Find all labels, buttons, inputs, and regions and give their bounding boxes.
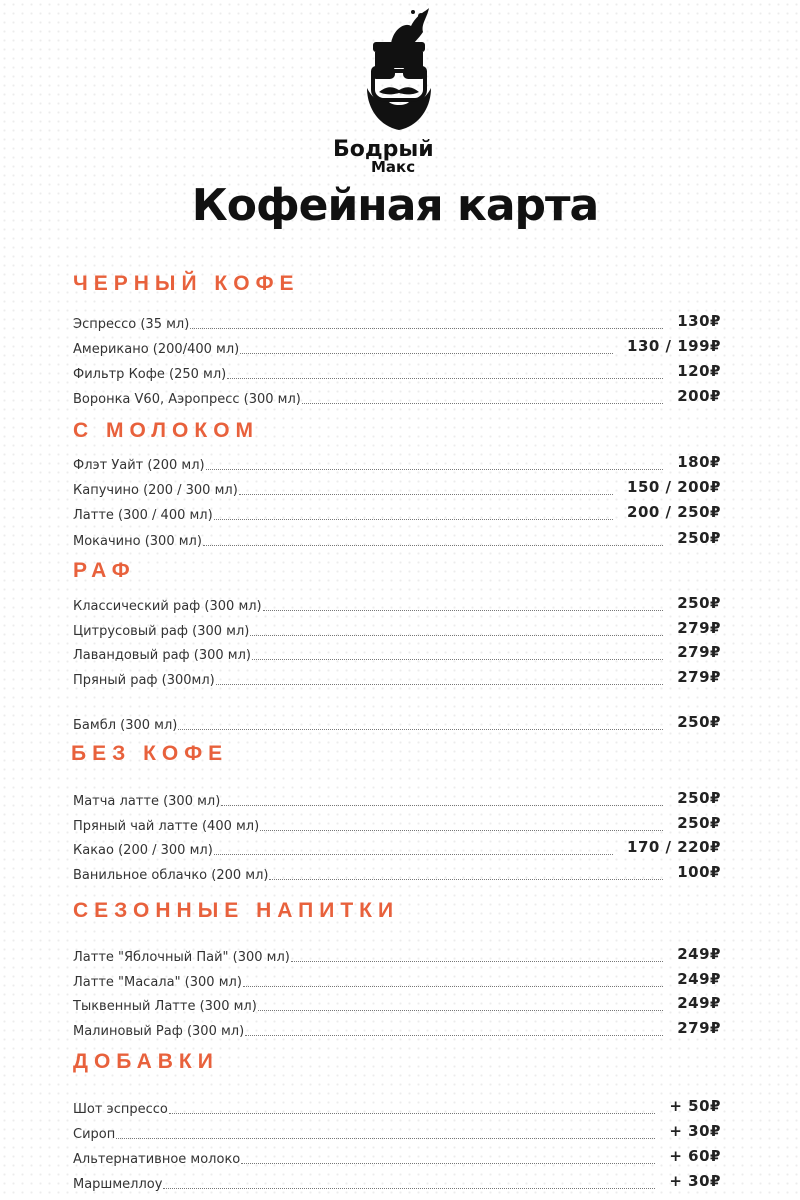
menu-item [73,312,721,332]
leader-dots [241,1163,655,1164]
item-price: 279₽ [677,1019,721,1037]
menu-item [73,994,721,1014]
item-name: Мокачино (300 мл) [73,534,202,549]
leader-dots [302,403,663,404]
menu-item [73,838,721,858]
leader-dots [178,729,663,730]
leader-dots [206,469,663,470]
item-name: Лавандовый раф (300 мл) [73,648,251,663]
leader-dots [245,1035,663,1036]
menu-item [73,594,721,614]
menu-item [73,387,721,407]
item-name: Флэт Уайт (200 мл) [73,458,205,473]
item-price: 249₽ [677,994,721,1012]
item-price: 120₽ [677,362,721,380]
leader-dots [221,805,663,806]
item-name: Ванильное облачко (200 мл) [73,868,269,883]
item-name: Латте "Яблочный Пай" (300 мл) [73,950,290,965]
menu-item [73,503,721,523]
item-name: Маршмеллоу [73,1177,163,1192]
item-name: Сироп [73,1127,116,1142]
brand-name-line2: Макс [371,158,416,174]
item-price: 180₽ [677,453,721,471]
leader-dots [243,986,663,987]
section-heading: С МОЛОКОМ [73,419,260,442]
menu-item [73,1172,721,1192]
menu-item [73,668,721,688]
leader-dots [169,1113,655,1114]
leader-dots [240,353,613,354]
menu-item [73,478,721,498]
item-price: + 30₽ [669,1172,721,1190]
item-name: Эспрессо (35 мл) [73,317,190,332]
menu-item [73,529,721,549]
item-price: 249₽ [677,970,721,988]
leader-dots [260,830,663,831]
page-title: Кофейная карта [191,180,599,231]
menu-item [73,713,721,733]
menu-item [73,362,721,382]
item-price: 250₽ [677,814,721,832]
leader-dots [250,635,663,636]
leader-dots [227,378,663,379]
item-price: 150 / 200₽ [627,478,721,496]
leader-dots [252,659,663,660]
item-name: Пряный чай латте (400 мл) [73,819,260,834]
item-name: Латте (300 / 400 мл) [73,508,213,523]
item-name: Воронка V60, Аэропресс (300 мл) [73,392,301,407]
leader-dots [214,854,613,855]
menu-item [73,970,721,990]
brand-logo [333,4,463,174]
menu-item [73,1097,721,1117]
leader-dots [258,1010,663,1011]
item-name: Какао (200 / 300 мл) [73,843,213,858]
item-price: 130₽ [677,312,721,330]
item-name: Шот эспрессо [73,1102,168,1117]
leader-dots [263,610,663,611]
section-heading: РАФ [73,559,136,582]
item-price: + 60₽ [669,1147,721,1165]
item-price: 279₽ [677,643,721,661]
leader-dots [214,519,613,520]
item-name: Альтернативное молоко [73,1152,241,1167]
item-name: Фильтр Кофе (250 мл) [73,367,227,382]
item-price: 130 / 199₽ [627,337,721,355]
section-heading: БЕЗ КОФЕ [71,742,229,765]
item-name: Бамбл (300 мл) [73,718,178,733]
item-price: 250₽ [677,529,721,547]
item-name: Матча латте (300 мл) [73,794,221,809]
menu-item [73,1019,721,1039]
menu-item [73,814,721,834]
menu-item [73,453,721,473]
menu-item [73,945,721,965]
item-price: 279₽ [677,619,721,637]
menu-item [73,789,721,809]
bearded-man-icon [333,4,463,174]
item-name: Тыквенный Латте (300 мл) [73,999,257,1014]
menu-item [73,643,721,663]
item-price: 249₽ [677,945,721,963]
leader-dots [291,961,663,962]
menu-item [73,619,721,639]
item-price: + 50₽ [669,1097,721,1115]
leader-dots [269,879,663,880]
menu-item [73,337,721,357]
item-name: Классический раф (300 мл) [73,599,262,614]
section-heading: ЧЕРНЫЙ КОФЕ [73,272,300,295]
item-price: 200₽ [677,387,721,405]
section-heading: ДОБАВКИ [73,1050,219,1073]
item-price: 100₽ [677,863,721,881]
leader-dots [239,494,613,495]
item-name: Пряный раф (300мл) [73,673,215,688]
menu-item [73,1122,721,1142]
menu-item [73,863,721,883]
item-price: 250₽ [677,789,721,807]
item-price: 170 / 220₽ [627,838,721,856]
menu-item [73,1147,721,1167]
leader-dots [163,1188,655,1189]
item-price: + 30₽ [669,1122,721,1140]
leader-dots [116,1138,655,1139]
leader-dots [190,328,663,329]
brand-name-line1: Бодрый [333,137,434,162]
item-price: 250₽ [677,594,721,612]
item-name: Латте "Масала" (300 мл) [73,975,242,990]
leader-dots [216,684,663,685]
item-price: 250₽ [677,713,721,731]
item-name: Американо (200/400 мл) [73,342,240,357]
item-price: 279₽ [677,668,721,686]
leader-dots [203,545,663,546]
item-name: Цитрусовый раф (300 мл) [73,624,250,639]
item-price: 200 / 250₽ [627,503,721,521]
section-heading: СЕЗОННЫЕ НАПИТКИ [73,899,400,922]
item-name: Капучино (200 / 300 мл) [73,483,238,498]
item-name: Малиновый Раф (300 мл) [73,1024,245,1039]
